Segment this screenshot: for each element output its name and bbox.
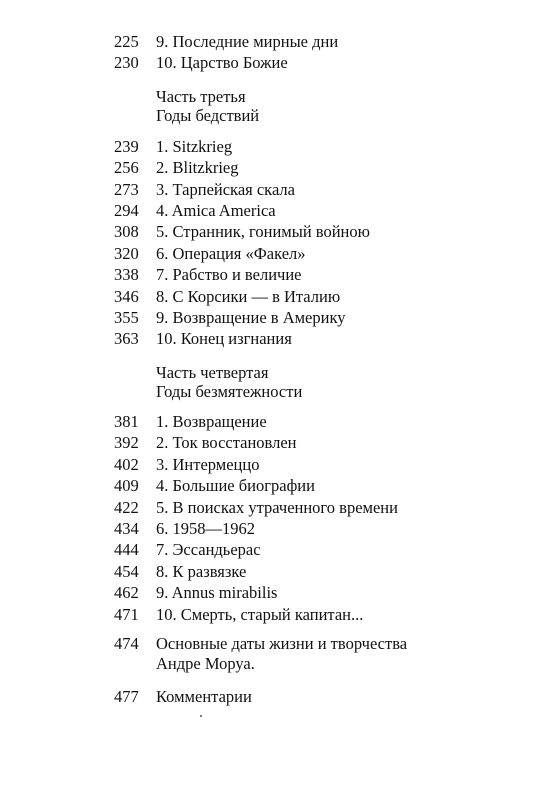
toc-page-number: 225 [114, 32, 139, 51]
toc-page-number: 230 [114, 53, 139, 73]
toc-entry-comments [114, 686, 514, 707]
part-four-subtitle: Годы безмятежности [156, 381, 303, 401]
toc-chapter-title: 1. Возвращение [156, 411, 267, 431]
toc-entry [114, 518, 514, 539]
toc-entry [114, 179, 514, 200]
toc-entry [114, 633, 514, 654]
toc-chapter-title: 9. Последние мирные дни [156, 32, 339, 51]
toc-page-number: 346 [114, 286, 139, 306]
toc-entry [114, 432, 514, 453]
toc-chapter-title: 7. Рабство и величие [156, 265, 302, 285]
toc-entry [114, 221, 514, 242]
part2-tail-list [114, 31, 514, 74]
toc-chapter-title: 5. Странник, гонимый войною [156, 222, 370, 242]
toc-chapter-title-continuation: Андре Моруа. [156, 654, 255, 674]
toc-chapter-title: 9. Возвращение в Америку [156, 308, 346, 328]
toc-chapter-title: 2. Blitzkrieg [156, 158, 239, 178]
toc-page-number: 409 [114, 476, 139, 496]
toc-chapter-title: Комментарии [156, 687, 252, 707]
toc-page-number: 392 [114, 433, 139, 453]
toc-entry [114, 200, 514, 221]
toc-page-number: 474 [114, 633, 139, 653]
toc-entry [114, 264, 514, 285]
toc-page-number: 273 [114, 179, 139, 199]
toc-entry [114, 475, 514, 496]
part-three-subtitle: Годы бедствий [156, 105, 260, 125]
toc-page-number: 239 [114, 136, 139, 156]
toc-page-number: 454 [114, 561, 139, 581]
part-three-heading: Часть третья [156, 86, 246, 106]
toc-entry [114, 497, 514, 518]
toc-chapter-title: 6. 1958—1962 [156, 518, 255, 538]
toc-chapter-title: 2. Ток восстановлен [156, 433, 297, 453]
table-of-contents [114, 31, 514, 708]
toc-page-number: 434 [114, 518, 139, 538]
toc-entry [114, 31, 514, 52]
toc-chapter-title: 4. Большие биографии [156, 476, 315, 496]
toc-page-number: 256 [114, 158, 139, 178]
toc-entry [114, 52, 514, 73]
toc-chapter-title: 10. Смерть, старый капитан... [156, 604, 364, 624]
toc-page-number: 381 [114, 411, 139, 431]
toc-chapter-title: Основные даты жизни и творчества [156, 633, 408, 653]
toc-entry [114, 604, 514, 625]
print-speck [200, 715, 202, 717]
toc-chapter-title: 6. Операция «Факел» [156, 243, 306, 263]
toc-entry [114, 539, 514, 560]
toc-chapter-title: 3. Тарпейская скала [156, 179, 295, 199]
part-three-header [156, 87, 514, 125]
toc-entry [114, 454, 514, 475]
toc-chapter-title: 5. В поисках утраченного времени [156, 497, 398, 517]
part-three-list [114, 136, 514, 350]
toc-page-number: 402 [114, 454, 139, 474]
part-four-heading: Часть четвертая [156, 362, 269, 382]
toc-chapter-title: 8. К развязке [156, 561, 247, 581]
toc-page-number: 355 [114, 308, 139, 328]
toc-entry [114, 307, 514, 328]
toc-entry [114, 286, 514, 307]
toc-entry [114, 328, 514, 349]
toc-entry [114, 136, 514, 157]
toc-entry [114, 582, 514, 603]
toc-chapter-title: 4. Amica America [156, 201, 276, 221]
toc-entry [114, 411, 514, 432]
toc-page-number: 320 [114, 243, 139, 263]
toc-entry [114, 157, 514, 178]
toc-page-number: 422 [114, 497, 139, 517]
toc-page-number: 338 [114, 265, 139, 285]
toc-entry-dates [114, 633, 514, 673]
toc-entry [114, 561, 514, 582]
toc-chapter-title: 9. Annus mirabilis [156, 583, 278, 603]
toc-chapter-title: 3. Интермеццо [156, 454, 260, 474]
toc-page-number: 294 [114, 201, 139, 221]
toc-chapter-title: 10. Конец изгнания [156, 329, 292, 349]
part-four-list [114, 411, 514, 625]
toc-chapter-title: 1. Sitzkrieg [156, 136, 233, 156]
toc-page-number: 462 [114, 583, 139, 603]
toc-chapter-title: 8. С Корсики — в Италию [156, 286, 341, 306]
toc-page-number: 471 [114, 604, 139, 624]
toc-chapter-title: 7. Эссандьерас [156, 540, 261, 560]
toc-page-number: 477 [114, 687, 139, 707]
toc-chapter-title: 10. Царство Божие [156, 53, 288, 73]
toc-page-number: 444 [114, 540, 139, 560]
part-four-header [156, 363, 514, 401]
toc-entry [114, 243, 514, 264]
toc-page-number: 363 [114, 329, 139, 349]
toc-page-number: 308 [114, 222, 139, 242]
